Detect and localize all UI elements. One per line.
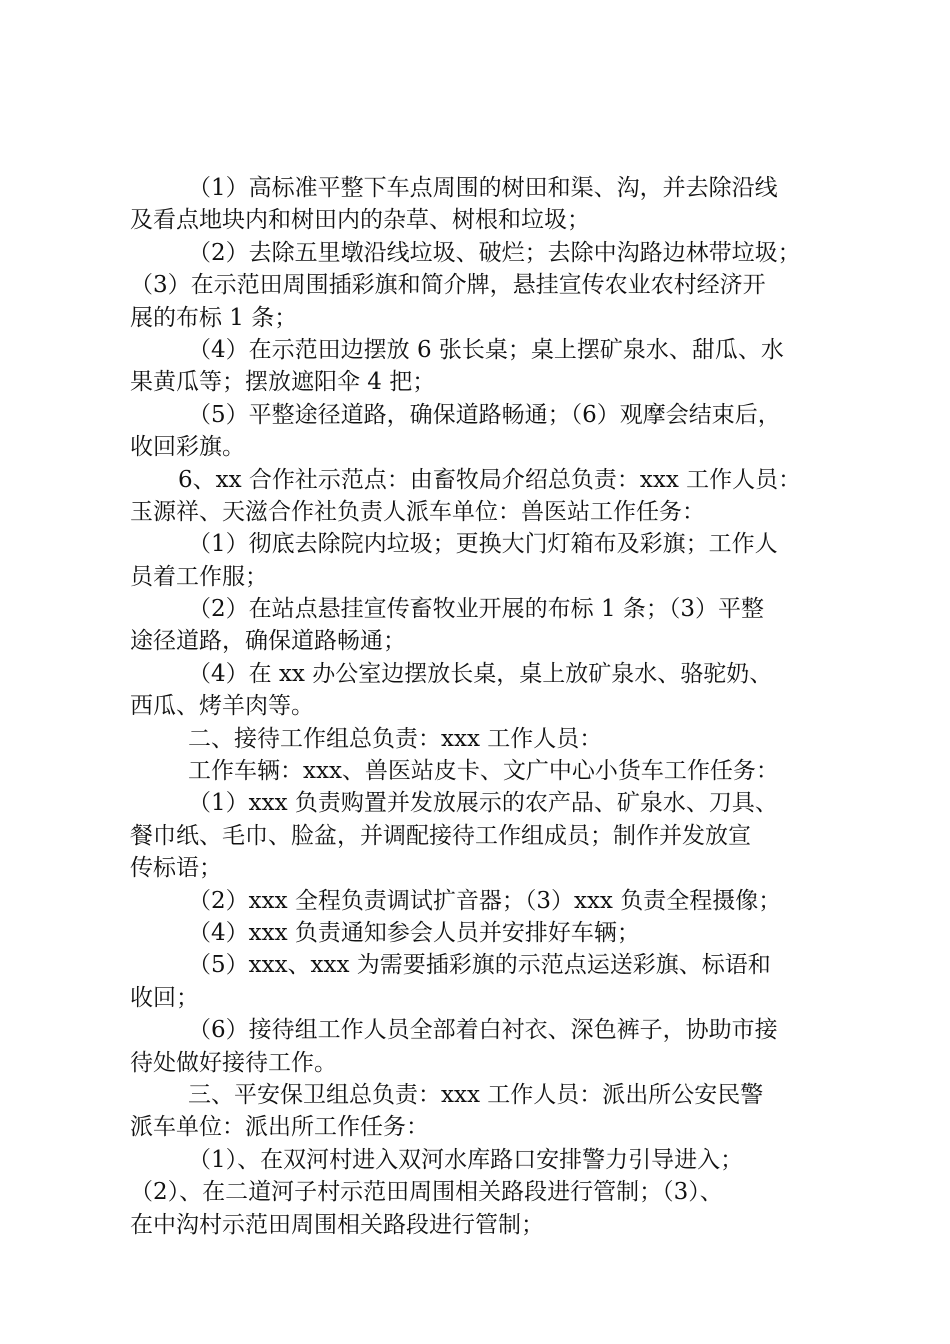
text-line: 6、xx 合作社示范点：由畜牧局介绍总负责：xxx 工作人员： — [178, 466, 802, 493]
text-line: （1）彻底去除院内垃圾；更换大门灯箱布及彩旗；工作人 — [188, 531, 778, 558]
text-line: 玉源祥、天滋合作社负责人派车单位：兽医站工作任务： — [130, 498, 705, 525]
text-line: （2）、在二道河子村示范田周围相关路段进行管制；（3）、 — [130, 1179, 723, 1206]
text-line: 西瓜、烤羊肉等。 — [130, 693, 314, 720]
text-line: 收回彩旗。 — [130, 434, 245, 461]
text-line: （4）在 xx 办公室边摆放长桌，桌上放矿泉水、骆驼奶、 — [188, 660, 773, 687]
text-line: （6）接待组工作人员全部着白衬衣、深色裤子，协助市接 — [188, 1017, 778, 1044]
text-line: 途径道路，确保道路畅通； — [130, 628, 406, 655]
text-line: （2）xxx 全程负责调试扩音器；（3）xxx 负责全程摄像； — [188, 887, 782, 914]
text-line: 派车单位：派出所工作任务： — [130, 1114, 429, 1141]
text-line: 待处做好接待工作。 — [130, 1049, 337, 1076]
text-line: （4）在示范田边摆放 6 张长桌；桌上摆矿泉水、甜瓜、水 — [188, 336, 784, 363]
text-line: 收回； — [130, 984, 199, 1011]
text-line: （2）去除五里墩沿线垃圾、破烂；去除中沟路边林带垃圾； — [188, 239, 801, 266]
text-line: 展的布标 1 条； — [130, 304, 298, 331]
text-line: 员着工作服； — [130, 563, 268, 590]
text-line: 在中沟村示范田周围相关路段进行管制； — [130, 1211, 544, 1238]
text-line: 传标语； — [130, 855, 222, 882]
text-line: （1）、在双河村进入双河水库路口安排警力引导进入； — [188, 1146, 744, 1173]
text-line: 三、平安保卫组总负责：xxx 工作人员：派出所公安民警 — [188, 1081, 764, 1108]
document-body — [130, 172, 830, 1241]
text-line: （5）xxx、xxx 为需要插彩旗的示范点运送彩旗、标语和 — [188, 952, 771, 979]
text-line: 工作车辆：xxx、兽医站皮卡、文广中心小货车工作任务： — [188, 758, 779, 785]
text-line: （5）平整途径道路，确保道路畅通；（6）观摩会结束后， — [188, 401, 781, 428]
text-line: （1）xxx 负责购置并发放展示的农产品、矿泉水、刀具、 — [188, 790, 778, 817]
text-line: （2）在站点悬挂宣传畜牧业开展的布标 1 条；（3）平整 — [188, 596, 765, 623]
text-line: 餐巾纸、毛巾、脸盆，并调配接待工作组成员；制作并发放宣 — [130, 822, 751, 849]
text-line: 及看点地块内和树田内的杂草、树根和垃圾； — [130, 207, 590, 234]
text-line: （1）高标准平整下车点周围的树田和渠、沟，并去除沿线 — [188, 175, 778, 201]
text-line: （3）在示范田周围插彩旗和简介牌，悬挂宣传农业农村经济开 — [130, 272, 766, 299]
text-line: （4）xxx 负责通知参会人员并安排好车辆； — [188, 919, 640, 946]
text-line: 二、接待工作组总负责：xxx 工作人员： — [188, 725, 603, 752]
text-line: 果黄瓜等；摆放遮阳伞 4 把； — [130, 369, 436, 396]
